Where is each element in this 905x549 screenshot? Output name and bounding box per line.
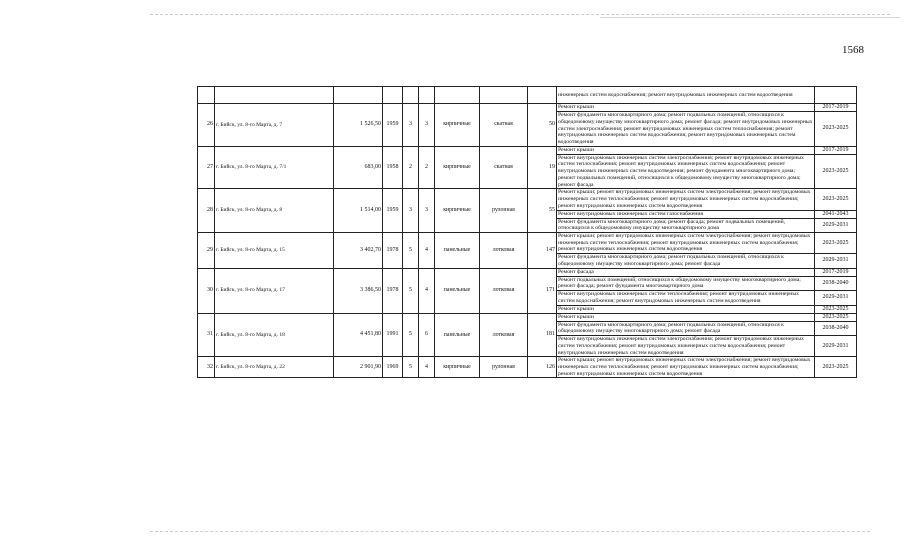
house-number-cell: 29 <box>198 233 215 269</box>
year-built-cell: 1959 <box>383 104 403 147</box>
floors-cell: 5 <box>403 313 419 357</box>
total-area-cell: 683,00 <box>334 146 383 189</box>
table-row <box>198 268 857 276</box>
address-cell: г. Бийск, ул. 8-го Марта, д. 15 <box>215 233 334 269</box>
apartments-count-cell: 55 <box>528 189 557 233</box>
period-cell: 2017-2019 <box>815 104 857 112</box>
period-cell: 2017-2019 <box>815 268 857 276</box>
work-cell: Ремонт крыши <box>557 313 815 321</box>
wall-material-cell: кирпичные <box>435 189 480 233</box>
year-built-cell: 1958 <box>383 146 403 189</box>
wall-material-cell: панельные <box>435 233 480 269</box>
total-area-cell: 1 526,50 <box>334 104 383 147</box>
apartments-count-cell: 171 <box>528 268 557 313</box>
work-cell: Ремонт крыши; ремонт внутридомовых инженерных систем электроснабжения; ремонт внутридомовых инженерных систем теплоснабжения; ремонт внутридомовых инженерных систем водоснабжения; ремонт внутридомовых инженерных систем водоотведения <box>557 357 815 378</box>
year-built-cell: 1978 <box>383 268 403 313</box>
roof-type-cell: рулонная <box>480 357 528 378</box>
apartments-count-cell: 19 <box>528 146 557 189</box>
house-number-cell: 27 <box>198 146 215 189</box>
period-cell: 2029-2031 <box>815 254 857 268</box>
entrances-cell: 3 <box>419 189 435 233</box>
table-row <box>198 233 857 254</box>
period-cell: 2038-2040 <box>815 321 857 335</box>
period-cell: 2023-2025 <box>815 305 857 313</box>
wall-material-cell: панельные <box>435 313 480 357</box>
roof-type-cell: скатная <box>480 104 528 147</box>
wall-material-cell: кирпичные <box>435 357 480 378</box>
year-built-cell: 1969 <box>383 357 403 378</box>
period-cell: 2023-2025 <box>815 189 857 210</box>
period-cell: 2038-2040 <box>815 276 857 290</box>
work-cell: Ремонт крыши <box>557 146 815 154</box>
address-cell: г. Бийск, ул. 8-го Марта, д. 7/1 <box>215 146 334 189</box>
address-cell: г. Бийск, ул. 8-го Марта, д. 17 <box>215 268 334 313</box>
work-cell: Ремонт крыши; ремонт внутридомовых инженерных систем электроснабжения; ремонт внутридомовых инженерных систем теплоснабжения; ремонт внутридомовых инженерных систем водоснабжения; ремонт внутридомовых инженерных систем водоотведения <box>557 233 815 254</box>
roof-type-cell: рулонная <box>480 189 528 233</box>
house-number-cell: 32 <box>198 357 215 378</box>
house-number-cell: 31 <box>198 313 215 357</box>
entrances-cell: 4 <box>419 268 435 313</box>
work-cell: Ремонт фундамента многоквартирного дома; ремонт подвальных помещений, относящихся к общедомовому имуществу многоквартирного дома; ремонт фасада <box>557 254 815 268</box>
roof-type-cell: лотковая <box>480 233 528 269</box>
roof-type-cell: лотковая <box>480 313 528 357</box>
year-built-cell: 1991 <box>383 313 403 357</box>
house-number-cell: 26 <box>198 104 215 147</box>
wall-material-cell: панельные <box>435 268 480 313</box>
work-cell: Ремонт внутридомовых инженерных систем газоснабжения <box>557 210 815 218</box>
roof-type-cell: скатная <box>480 146 528 189</box>
scan-edge-top-secondary <box>600 17 900 18</box>
table-body <box>198 87 857 378</box>
scan-edge-bottom <box>150 531 870 532</box>
work-cell: Ремонт подвальных помещений, относящихся к общедомовому имуществу многоквартирного дома; ремонт фасада; ремонт фундамента многоквартирного дома <box>557 276 815 290</box>
work-cell: Ремонт фасада <box>557 268 815 276</box>
period-cell: 2023-2025 <box>815 313 857 321</box>
work-cell: Ремонт внутридомовых инженерных систем теплоснабжения; ремонт внутридомовых инженерных систем водоснабжения; ремонт внутридомовых инженерных систем водоотведения <box>557 291 815 305</box>
work-cell: Ремонт крыши; ремонт внутридомовых инженерных систем электроснабжения; ремонт внутридомовых инженерных систем теплоснабжения; ремонт внутридомовых инженерных систем водоснабжения; ремонт внутридомовых инженерных систем водоотведения <box>557 189 815 210</box>
year-built-cell: 1978 <box>383 233 403 269</box>
entrances-cell: 3 <box>419 104 435 147</box>
floors-cell: 3 <box>403 104 419 147</box>
address-cell: г. Бийск, ул. 8-го Марта, д. 8 <box>215 189 334 233</box>
total-area-cell: 3 402,70 <box>334 233 383 269</box>
house-number-cell: 28 <box>198 189 215 233</box>
floors-cell: 3 <box>403 189 419 233</box>
period-cell: 2023-2025 <box>815 154 857 189</box>
wall-material-cell: кирпичные <box>435 146 480 189</box>
table-row <box>198 146 857 154</box>
work-cell: Ремонт фундамента многоквартирного дома; ремонт подвальных помещений, относящихся к общедомовому имуществу многоквартирного дома; ремонт фасада; ремонт внутридомовых инженерных систем электроснабжения; ремонт внутридомовых инженерных систем теплоснабжения; ремонт внутридомовых инженерных систем водоснабжения; ремонт внутридомовых инженерных систем водоотведения <box>558 112 813 145</box>
period-cell: 2029-2031 <box>815 336 857 357</box>
floors-cell: 5 <box>403 268 419 313</box>
entrances-cell: 4 <box>419 357 435 378</box>
table-row <box>198 189 857 210</box>
entrances-cell: 6 <box>419 313 435 357</box>
table-row-continuation <box>198 87 857 104</box>
year-built-cell: 1959 <box>383 189 403 233</box>
period-cell: 2023-2025 <box>815 112 857 147</box>
period-cell: 2017-2019 <box>815 146 857 154</box>
total-area-cell: 3 386,50 <box>334 268 383 313</box>
table-row <box>198 104 857 112</box>
total-area-cell: 2 901,90 <box>334 357 383 378</box>
period-cell: 2023-2025 <box>815 233 857 254</box>
apartments-count-cell: 147 <box>528 233 557 269</box>
work-cell: Ремонт крыши <box>557 305 815 313</box>
period-cell: 2029-2031 <box>815 218 857 232</box>
page-number: 1568 <box>842 44 864 56</box>
house-number-cell: 30 <box>198 268 215 313</box>
entrances-cell: 2 <box>419 146 435 189</box>
address-cell: г. Бийск, ул. 8-го Марта, д. 7 <box>215 104 334 147</box>
capital-repair-register-table <box>197 86 857 378</box>
roof-type-cell: лотковая <box>480 268 528 313</box>
total-area-cell: 4 451,80 <box>334 313 383 357</box>
period-cell: 2029-2031 <box>815 291 857 305</box>
wall-material-cell: кирпичные <box>435 104 480 147</box>
address-cell: г. Бийск, ул. 8-го Марта, д. 22 <box>215 357 334 378</box>
table-row <box>198 313 857 321</box>
address-cell: г. Бийск, ул. 8-го Марта, д. 18 <box>215 313 334 357</box>
period-cell: 2023-2025 <box>815 357 857 378</box>
scan-edge-top <box>150 14 890 15</box>
apartments-count-cell: 126 <box>528 357 557 378</box>
table-row <box>198 357 857 378</box>
work-cell: Ремонт крыши <box>557 104 815 112</box>
work-cell: Ремонт фундамента многоквартирного дома; ремонт подвальных помещений, относящихся к общедомовому имуществу многоквартирного дома; ремонт фасада <box>557 321 815 335</box>
entrances-cell: 4 <box>419 233 435 269</box>
total-area-cell: 1 514,00 <box>334 189 383 233</box>
period-cell: 2041-2043 <box>815 210 857 218</box>
floors-cell: 2 <box>403 146 419 189</box>
apartments-count-cell: 181 <box>528 313 557 357</box>
work-cell-continuation: инженерных систем водоснабжения; ремонт внутридомовых инженерных систем водоотведения <box>557 87 815 104</box>
work-cell: Ремонт внутридомовых инженерных систем электроснабжения; ремонт внутридомовых инженерных систем теплоснабжения; ремонт внутридомовых инженерных систем водоснабжения; ремонт внутридомовых инженерных систем водоотведения <box>557 336 815 357</box>
work-cell: Ремонт внутридомовых инженерных систем электроснабжения; ремонт внутридомовых инженерных систем теплоснабжения; ремонт внутридомовых инженерных систем водоснабжения; ремонт внутридомовых инженерных систем водоотведения; ремонт фундамента многоквартирного дома; ремонт подвальных помещений, относящихся к общедомовому имуществу многоквартирного дома; ремонт фасада <box>557 154 815 189</box>
floors-cell: 5 <box>403 357 419 378</box>
apartments-count-cell: 50 <box>528 104 557 147</box>
work-cell: Ремонт фундамента многоквартирного дома; ремонт фасада; ремонт подвальных помещений, относящихся к общедомовому имуществу многоквартирного дома <box>557 218 815 232</box>
floors-cell: 5 <box>403 233 419 269</box>
